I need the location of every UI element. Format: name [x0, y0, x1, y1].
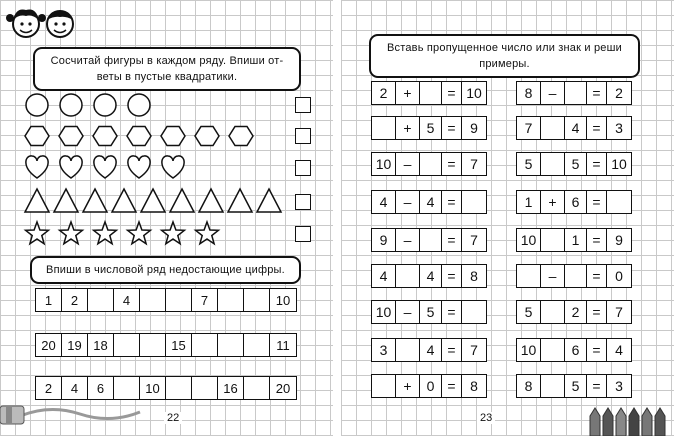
star-shape — [60, 222, 83, 244]
number-cell[interactable]: 2 — [36, 377, 62, 399]
equation-cell: 6 — [565, 191, 587, 213]
equation-cell[interactable] — [517, 265, 541, 287]
equation-cell: 5 — [420, 117, 442, 139]
circle-shape — [26, 94, 48, 116]
equation-cell[interactable] — [541, 229, 565, 251]
number-cell[interactable] — [140, 289, 166, 311]
number-cell[interactable]: 19 — [62, 334, 88, 356]
equation-cell: – — [396, 229, 420, 251]
equation-cell[interactable] — [462, 191, 486, 213]
equation-cell: + — [396, 82, 420, 104]
star-shape — [94, 222, 117, 244]
task-number-sequence: Впиши в числовой ряд недостающие цифры. — [30, 256, 301, 284]
equation-row — [371, 228, 487, 252]
equation-cell[interactable] — [396, 339, 420, 361]
equation-cell: 3 — [615, 120, 623, 136]
star-shape — [128, 222, 151, 244]
heart-shape — [60, 156, 82, 178]
answer-box[interactable] — [295, 226, 311, 242]
equation-cell: = — [587, 153, 607, 175]
equation-cell[interactable] — [420, 229, 442, 251]
equation-cell: 4 — [565, 117, 587, 139]
number-cell[interactable]: 6 — [88, 377, 114, 399]
equation-cell: = — [587, 265, 607, 287]
number-cell[interactable]: 2 — [62, 289, 88, 311]
number-row — [35, 288, 297, 312]
equation-cell: 5 — [517, 153, 541, 175]
number-cell[interactable]: 20 — [36, 334, 62, 356]
equation-cell: 8 — [517, 82, 541, 104]
equation-cell: = — [442, 301, 462, 323]
task-missing-values: Вставь пропущенное число или знак и реши примеры. — [369, 34, 640, 78]
triangle-shape — [25, 189, 49, 212]
equation-cell: = — [442, 339, 462, 361]
equation-cell: 5 — [420, 301, 442, 323]
equation-cell: 3 — [615, 378, 623, 394]
answer-box[interactable] — [295, 160, 311, 176]
equation-row — [516, 338, 632, 362]
equation-cell: = — [442, 82, 462, 104]
triangle-shape — [54, 189, 78, 212]
equation-row — [516, 190, 632, 214]
number-cell[interactable] — [244, 377, 270, 399]
equation-cell[interactable] — [565, 265, 587, 287]
equation-row — [371, 338, 487, 362]
triangle-shape — [83, 189, 107, 212]
hexagon-shape — [195, 127, 219, 146]
star-shape — [26, 222, 49, 244]
equation-cell: 10 — [372, 153, 396, 175]
equation-cell: 4 — [420, 265, 442, 287]
equation-row — [516, 116, 632, 140]
right-page — [341, 0, 674, 436]
equation-cell[interactable] — [541, 301, 565, 323]
number-cell[interactable]: 15 — [166, 334, 192, 356]
pencil-icon — [0, 396, 150, 436]
equation-cell: 2 — [565, 301, 587, 323]
number-cell[interactable] — [244, 334, 270, 356]
equation-cell: – — [396, 153, 420, 175]
equation-cell: 3 — [372, 339, 396, 361]
equation-cell: 5 — [565, 375, 587, 397]
task-count-shapes: Сосчитай фигуры в каждом ряду. Впиши от- веты в пустые квадратики. — [33, 47, 301, 91]
number-cell[interactable]: 4 — [62, 377, 88, 399]
equation-cell[interactable] — [420, 153, 442, 175]
equation-cell[interactable] — [372, 117, 396, 139]
equation-cell: = — [442, 153, 462, 175]
number-cell[interactable]: 4 — [114, 289, 140, 311]
number-row — [35, 333, 297, 357]
equation-cell[interactable] — [396, 265, 420, 287]
number-cell[interactable] — [140, 334, 166, 356]
left-page — [0, 0, 333, 436]
equation-row — [516, 81, 632, 105]
hexagon-shape — [161, 127, 185, 146]
hexagon-shape — [127, 127, 151, 146]
equation-cell: 5 — [517, 301, 541, 323]
page-number: 23 — [477, 412, 495, 424]
number-cell[interactable]: 11 — [276, 337, 290, 353]
number-cell[interactable] — [166, 377, 192, 399]
answer-box[interactable] — [295, 194, 311, 210]
equation-row — [371, 300, 487, 324]
page-number: 22 — [164, 412, 182, 424]
equation-cell: 9 — [470, 120, 478, 136]
number-cell[interactable]: 1 — [36, 289, 62, 311]
equation-cell: 7 — [615, 304, 623, 320]
equation-cell[interactable] — [541, 153, 565, 175]
circle-shape — [60, 94, 82, 116]
equation-cell: 4 — [615, 342, 623, 358]
equation-cell: – — [396, 191, 420, 213]
equation-cell[interactable] — [541, 117, 565, 139]
star-shape — [162, 222, 185, 244]
equation-cell: 9 — [372, 229, 396, 251]
triangle-shape — [257, 189, 281, 212]
heart-shape — [162, 156, 184, 178]
hexagon-shape — [25, 127, 49, 146]
equation-cell: 9 — [615, 232, 623, 248]
equation-cell: + — [396, 117, 420, 139]
equation-cell: = — [587, 375, 607, 397]
equation-cell: 1 — [565, 229, 587, 251]
equation-cell: 5 — [565, 153, 587, 175]
number-cell[interactable] — [166, 289, 192, 311]
equation-cell: 8 — [517, 375, 541, 397]
equation-cell: = — [587, 82, 607, 104]
equation-cell[interactable] — [565, 82, 587, 104]
heart-shape — [94, 156, 116, 178]
equation-row — [371, 81, 487, 105]
equation-row — [516, 152, 632, 176]
hexagon-shape — [93, 127, 117, 146]
equation-cell: 8 — [470, 378, 478, 394]
hexagon-shape — [59, 127, 83, 146]
equation-cell: 7 — [470, 342, 478, 358]
number-cell[interactable] — [114, 334, 140, 356]
number-cell[interactable] — [218, 289, 244, 311]
equation-cell[interactable] — [541, 375, 565, 397]
equation-cell: = — [587, 229, 607, 251]
equation-cell: 4 — [372, 265, 396, 287]
equation-cell: – — [541, 265, 565, 287]
number-cell[interactable] — [244, 289, 270, 311]
equation-row — [371, 374, 487, 398]
answer-box[interactable] — [295, 128, 311, 144]
number-cell[interactable]: 20 — [275, 380, 291, 396]
equation-cell: = — [587, 339, 607, 361]
equation-cell: 0 — [420, 375, 442, 397]
number-cell[interactable]: 16 — [218, 377, 244, 399]
equation-row — [516, 264, 632, 288]
number-cell[interactable] — [88, 289, 114, 311]
equation-cell[interactable] — [372, 375, 396, 397]
equation-row — [371, 152, 487, 176]
equation-cell: 10 — [611, 156, 627, 172]
pencils-icon — [586, 404, 674, 436]
number-cell[interactable]: 7 — [192, 289, 218, 311]
equation-cell: 6 — [565, 339, 587, 361]
hexagon-shape — [229, 127, 253, 146]
equation-cell: 4 — [420, 339, 442, 361]
triangle-shape — [199, 189, 223, 212]
equation-cell: = — [442, 375, 462, 397]
number-cell[interactable]: 10 — [275, 292, 291, 308]
equation-row — [516, 300, 632, 324]
shape-rows — [0, 0, 333, 436]
triangle-shape — [112, 189, 136, 212]
page-gutter — [333, 0, 341, 436]
equation-cell: 10 — [372, 301, 396, 323]
equation-cell: = — [442, 229, 462, 251]
equation-cell: 4 — [420, 191, 442, 213]
equation-cell: 1 — [517, 191, 541, 213]
star-shape — [196, 222, 219, 244]
equation-cell[interactable] — [462, 301, 486, 323]
equation-cell: = — [587, 301, 607, 323]
equation-cell: 8 — [470, 268, 478, 284]
equation-cell: + — [396, 375, 420, 397]
number-cell[interactable] — [218, 334, 244, 356]
equation-cell: 7 — [470, 156, 478, 172]
equation-cell: 4 — [372, 191, 396, 213]
equation-cell: 0 — [615, 268, 623, 284]
triangle-shape — [228, 189, 252, 212]
equation-cell: 10 — [466, 85, 482, 101]
heart-shape — [128, 156, 150, 178]
equation-cell: + — [541, 191, 565, 213]
equation-cell: = — [442, 191, 462, 213]
equation-cell: 2 — [615, 85, 623, 101]
number-cell[interactable] — [192, 377, 218, 399]
equation-cell: = — [587, 191, 607, 213]
equation-cell: = — [442, 265, 462, 287]
equation-cell: – — [541, 82, 565, 104]
equation-cell: 10 — [517, 339, 541, 361]
circle-shape — [128, 94, 150, 116]
equation-cell[interactable] — [607, 191, 631, 213]
number-cell[interactable]: 18 — [88, 334, 114, 356]
circle-shape — [94, 94, 116, 116]
equation-cell: 7 — [470, 232, 478, 248]
triangle-shape — [170, 189, 194, 212]
equation-cell: 2 — [372, 82, 396, 104]
equation-cell: 10 — [517, 229, 541, 251]
equation-row — [371, 116, 487, 140]
equation-cell[interactable] — [541, 339, 565, 361]
equation-cell[interactable] — [420, 82, 442, 104]
equation-row — [371, 190, 487, 214]
equation-row — [516, 228, 632, 252]
answer-box[interactable] — [295, 97, 311, 113]
number-cell[interactable]: 10 — [140, 377, 166, 399]
equation-row — [516, 374, 632, 398]
equation-cell: 7 — [517, 117, 541, 139]
number-cell[interactable] — [192, 334, 218, 356]
triangle-shape — [141, 189, 165, 212]
equation-cell: – — [396, 301, 420, 323]
heart-shape — [26, 156, 48, 178]
equation-row — [371, 264, 487, 288]
equation-cell: = — [442, 117, 462, 139]
equation-cell: = — [587, 117, 607, 139]
